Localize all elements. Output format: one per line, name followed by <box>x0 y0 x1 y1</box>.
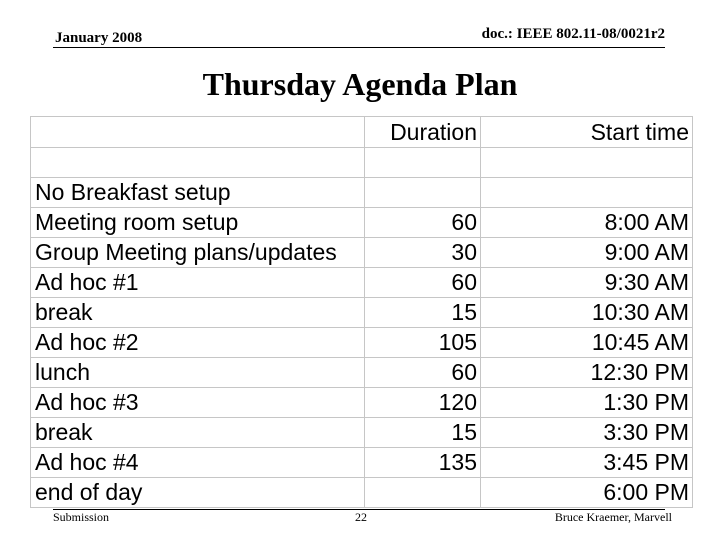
cell-activity: lunch <box>31 358 365 388</box>
cell-duration: 60 <box>365 358 481 388</box>
table-row <box>31 388 693 418</box>
agenda-table <box>30 116 693 508</box>
cell-activity: break <box>31 418 365 448</box>
table-header-row <box>31 117 693 148</box>
cell-duration: 60 <box>365 268 481 298</box>
cell-duration <box>365 478 481 508</box>
cell-start-time: 10:30 AM <box>481 298 693 328</box>
cell-start-time: 9:00 AM <box>481 238 693 268</box>
cell-start-time <box>481 148 693 178</box>
cell-start-time: 3:45 PM <box>481 448 693 478</box>
cell-duration: 15 <box>365 298 481 328</box>
header-cell-start-time: Start time <box>481 117 693 148</box>
cell-duration: 135 <box>365 448 481 478</box>
table-row <box>31 208 693 238</box>
agenda-table-container <box>30 116 693 513</box>
table-row <box>31 328 693 358</box>
footer-author: Bruce Kraemer, Marvell <box>554 510 672 524</box>
table-row <box>31 238 693 268</box>
cell-activity: Ad hoc #4 <box>31 448 365 478</box>
header-cell-activity <box>31 117 365 148</box>
cell-duration: 60 <box>365 208 481 238</box>
header-doc-id: doc.: IEEE 802.11-08/0021r2 <box>481 26 665 42</box>
cell-activity: break <box>31 298 365 328</box>
header-rule <box>53 47 665 48</box>
table-row <box>31 418 693 448</box>
cell-duration: 105 <box>365 328 481 358</box>
cell-activity: Ad hoc #1 <box>31 268 365 298</box>
cell-activity: Ad hoc #2 <box>31 328 365 358</box>
table-row <box>31 178 693 208</box>
table-row <box>31 298 693 328</box>
cell-start-time: 9:30 AM <box>481 268 693 298</box>
cell-activity: end of day <box>31 478 365 508</box>
cell-duration <box>365 178 481 208</box>
cell-start-time: 12:30 PM <box>481 358 693 388</box>
cell-duration: 120 <box>365 388 481 418</box>
cell-start-time <box>481 178 693 208</box>
cell-duration: 30 <box>365 238 481 268</box>
table-row <box>31 358 693 388</box>
table-row <box>31 268 693 298</box>
cell-activity: Group Meeting plans/updates <box>31 238 365 268</box>
cell-duration <box>365 148 481 178</box>
slide-title: Thursday Agenda Plan <box>202 66 518 102</box>
footer-page-number: 22 <box>355 510 367 524</box>
cell-activity: Meeting room setup <box>31 208 365 238</box>
cell-start-time: 6:00 PM <box>481 478 693 508</box>
header-date: January 2008 <box>55 30 143 46</box>
cell-start-time: 8:00 AM <box>481 208 693 238</box>
cell-activity: Ad hoc #3 <box>31 388 365 418</box>
table-row <box>31 148 693 178</box>
header-cell-duration: Duration <box>365 117 481 148</box>
cell-activity: No Breakfast setup <box>31 178 365 208</box>
table-row <box>31 478 693 508</box>
cell-start-time: 1:30 PM <box>481 388 693 418</box>
table-row <box>31 448 693 478</box>
cell-activity <box>31 148 365 178</box>
cell-duration: 15 <box>365 418 481 448</box>
cell-start-time: 10:45 AM <box>481 328 693 358</box>
cell-start-time: 3:30 PM <box>481 418 693 448</box>
footer-submission: Submission <box>53 510 110 524</box>
